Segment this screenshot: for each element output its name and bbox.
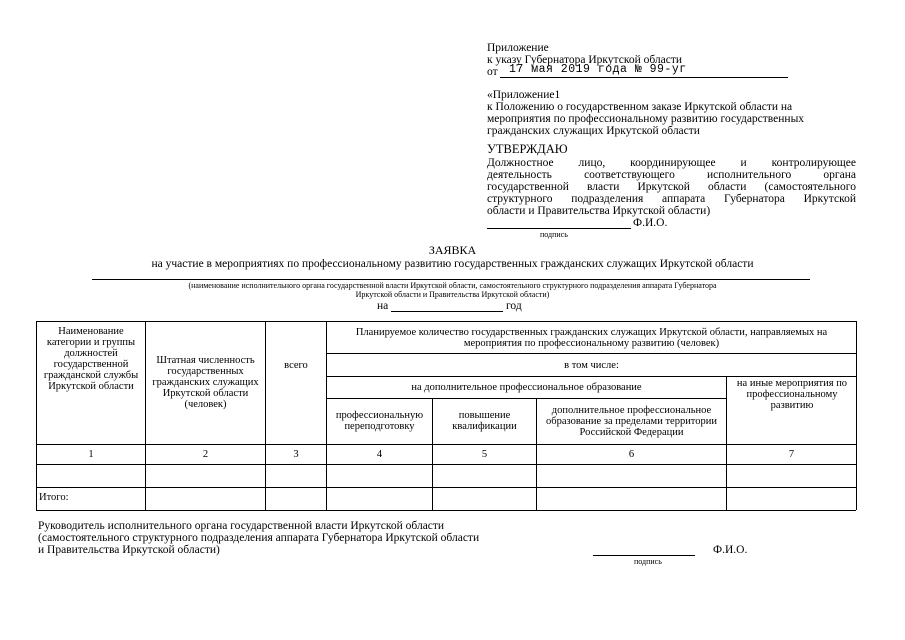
table-rule [36,487,856,488]
date-underline [500,77,788,78]
column-header-total: всего [284,359,308,371]
year-prefix: на [377,300,389,312]
approve-fio: Ф.И.О. [633,217,668,229]
organization-name-line [92,279,810,280]
approve-title: УТВЕРЖДАЮ [487,142,568,156]
table-border [36,510,856,511]
approve-line: деятельность соответствующего исполнительного органа [487,169,856,181]
column-number: 1 [88,449,94,460]
approve-signature-line [487,228,631,229]
column-number: 6 [628,449,635,460]
appendix-heading: Приложение [487,42,549,54]
year-suffix: год [506,300,522,312]
table-rule [265,321,266,510]
approve-line: государственной власти Иркутской области (самостоятельного [487,181,856,193]
column-header-staff-number: Штатная численность государственных гражданских служащих Иркутской области (человек) [152,354,259,410]
approve-signature-caption: подпись [540,230,568,239]
table-border [36,321,37,510]
approve-line: области и Правительства Иркутской области) [487,205,711,217]
column-header-qualification: повышение квалификации [452,410,517,432]
table-rule [326,321,327,510]
appendix-1-line: мероприятия по профессиональному развитию государственных [487,113,805,125]
column-header-including: в том числе: [564,359,619,371]
column-number: 7 [788,449,795,460]
table-border [856,321,857,510]
column-number: 5 [481,449,488,460]
footer-line: и Правительства Иркутской области) [38,544,220,556]
document-subtitle: на участие в мероприятиях по профессиональному развитию государственных гражданских служащих Иркутской области [151,258,754,270]
table-rule [726,376,727,510]
footer-signature-caption: подпись [634,557,662,566]
decree-date-number: 17 мая 2019 года № 99-уг [509,63,687,76]
document-title: ЗАЯВКА [428,243,477,257]
appendix-1-line: к Положению о государственном заказе Иркутской области на [487,101,793,113]
appendix-1-title: «Приложение1 [487,89,561,101]
date-prefix: от [487,66,498,78]
column-header-retraining: профессиональную переподготовку [335,410,424,432]
column-number: 2 [202,449,209,460]
footer-line: Руководитель исполнительного органа государственной власти Иркутской области [38,520,445,532]
year-blank [391,311,503,312]
organization-caption: (наименование исполнительного органа государственной власти Иркутской области, самостоятельного структурного подразделения аппарата Губернатора [188,281,717,290]
column-header-category: Наименование категории и группы должностей государственной гражданской службы Иркутской области [43,326,139,392]
column-number: 3 [293,449,299,460]
column-number: 4 [376,449,383,460]
table-rule [36,464,856,465]
footer-line: (самостоятельного структурного подразделения аппарата Губернатора Иркутской области [38,532,480,544]
decree-reference: к указу Губернатора Иркутской области [487,54,683,66]
column-header-additional-education: на дополнительное профессиональное образование [411,382,642,393]
table-rule [145,321,146,510]
approve-line: Должностное лицо, координирующее и контролирующее [487,157,856,169]
column-header-planned: Планируемое количество государственных гражданских служащих Иркутской области, направляемых на мероприятия по профессиональному развитию (человек) [355,326,828,349]
appendix-1-line: гражданских служащих Иркутской области [487,125,700,137]
column-header-other-events: на иные мероприятия по профессиональному развитию [736,377,848,411]
organization-caption: Иркутской области и Правительства Иркутской области) [355,290,550,299]
approve-line: структурного подразделения аппарата Губернатора Иркутской [487,193,856,205]
total-row-label: Итого: [39,492,69,503]
table-rule [326,398,726,399]
footer-fio: Ф.И.О. [713,544,748,556]
footer-signature-line [593,555,695,556]
column-header-outside-rf: дополнительное профессиональное образование за пределами территории Российской Федерации [545,404,717,438]
